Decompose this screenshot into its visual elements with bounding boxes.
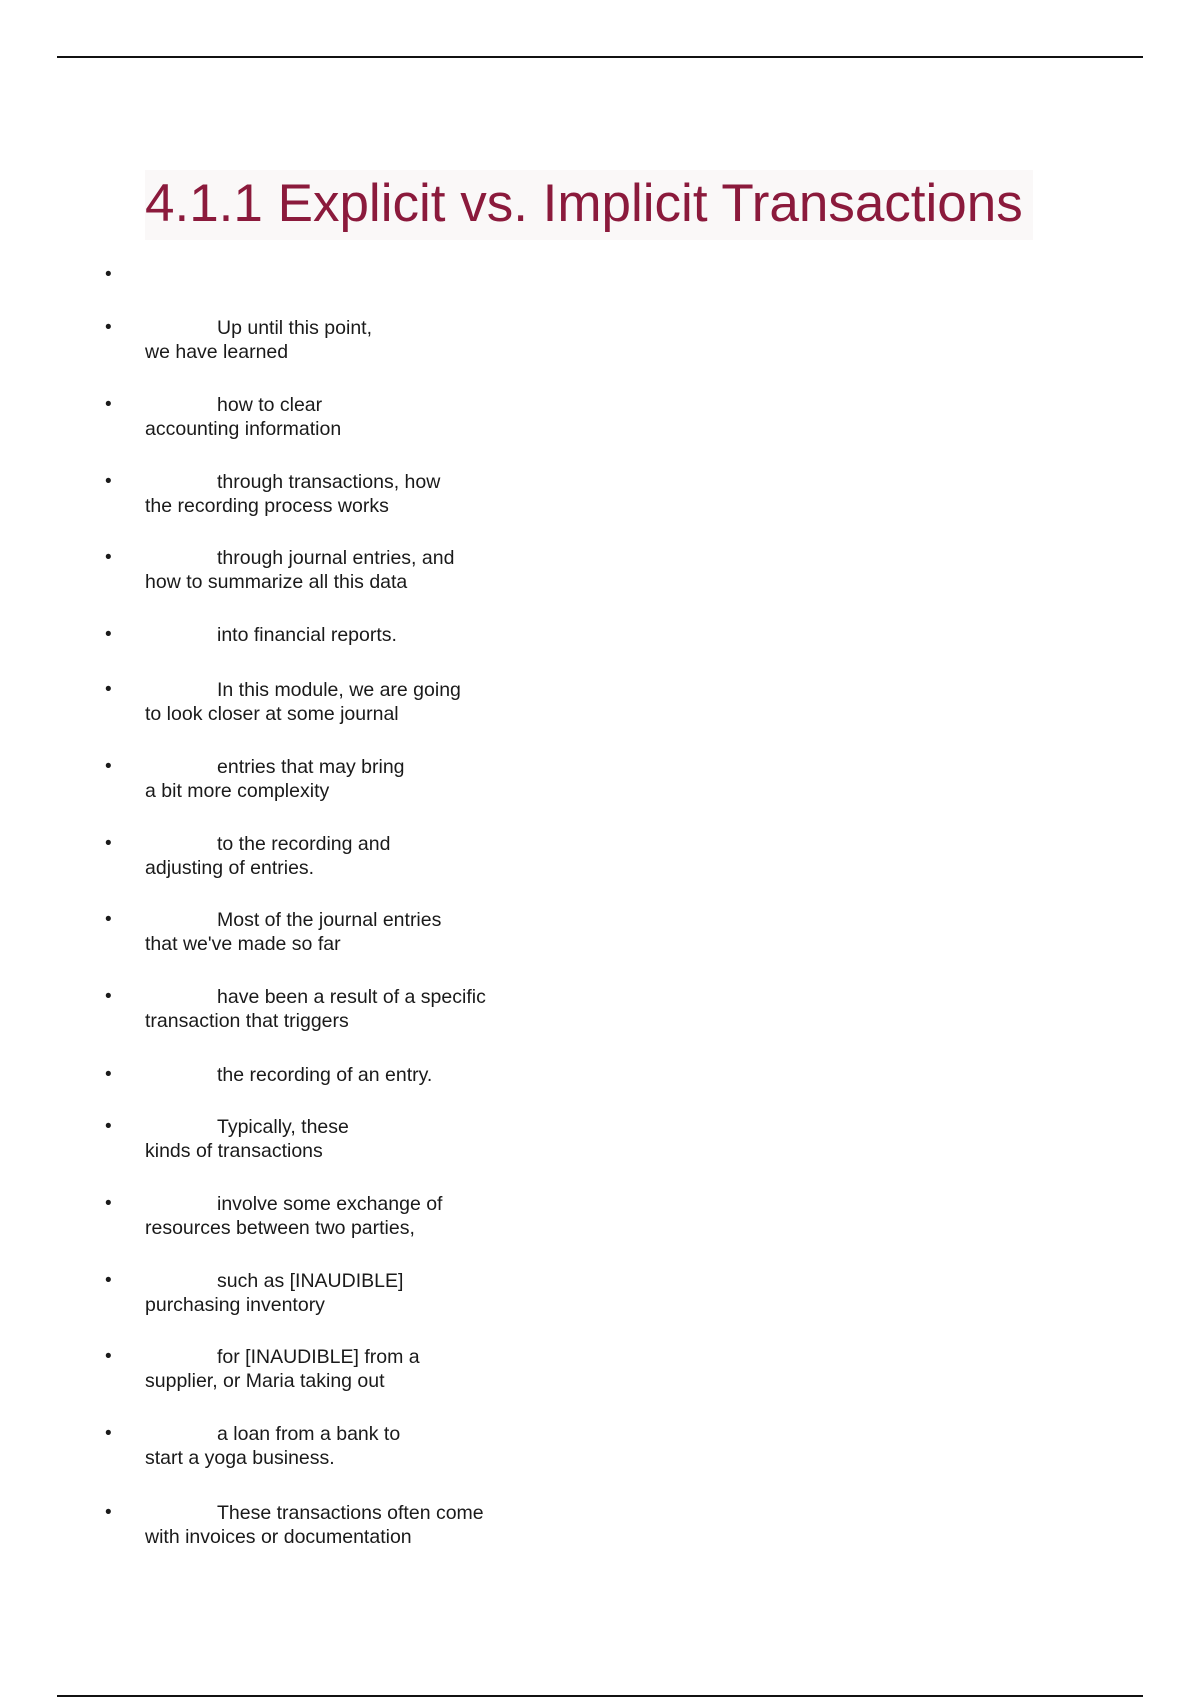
bullet-item [105, 546, 845, 594]
bullet-item [105, 470, 845, 518]
bullet-dot-icon: • [105, 624, 112, 645]
bullet-text: the recording of an entry. [217, 1064, 433, 1086]
footer-rule [57, 1695, 1143, 1697]
bullet-dot-icon: • [105, 1502, 112, 1523]
bullet-item [105, 1501, 845, 1549]
bullet-item [105, 908, 845, 956]
bullet-text: for [INAUDIBLE] from a supplier, or Maria taking out [145, 1346, 420, 1392]
page-title: 4.1.1 Explicit vs. Implicit Transactions [145, 170, 1033, 240]
bullet-text: through journal entries, and how to summarize all this data [145, 547, 455, 593]
bullet-dot-icon: • [105, 1116, 112, 1137]
bullet-item [105, 1063, 845, 1087]
bullet-text: Most of the journal entries that we've made so far [145, 909, 442, 955]
bullet-item [105, 1115, 845, 1163]
bullet-text: These transactions often come with invoices or documentation [145, 1502, 484, 1548]
bullet-item [105, 832, 845, 880]
bullet-item [105, 1422, 845, 1470]
bullet-dot-icon: • [105, 1193, 112, 1214]
bullet-text: how to clear accounting information [145, 394, 342, 440]
bullet-item [105, 678, 845, 726]
bullet-dot-icon: • [105, 679, 112, 700]
bullet-dot-icon: • [105, 1064, 112, 1085]
bullet-dot-icon: • [105, 756, 112, 777]
bullet-dot-icon: • [105, 1346, 112, 1367]
bullet-item [105, 393, 845, 441]
bullet-dot-icon: • [105, 986, 112, 1007]
bullet-text: Up until this point, we have learned [145, 317, 373, 363]
bullet-text: through transactions, how the recording process works [145, 471, 441, 517]
bullet-item [105, 1192, 845, 1240]
bullet-item [105, 623, 845, 647]
bullet-text: have been a result of a specific transaction that triggers [145, 986, 486, 1032]
bullet-text: a loan from a bank to start a yoga business. [145, 1423, 401, 1469]
bullet-item [105, 755, 845, 803]
bullet-text: entries that may bring a bit more complexity [145, 756, 405, 802]
bullet-dot-icon: • [105, 1270, 112, 1291]
bullet-item [105, 1345, 845, 1393]
bullet-dot-icon: • [105, 264, 112, 285]
bullet-dot-icon: • [105, 471, 112, 492]
bullet-text: In this module, we are going to look closer at some journal [145, 679, 461, 725]
bullet-item [105, 316, 845, 364]
bullet-text: Typically, these kinds of transactions [145, 1116, 349, 1162]
bullet-text: involve some exchange of resources between two parties, [145, 1193, 443, 1239]
bullet-text: to the recording and adjusting of entries. [145, 833, 391, 879]
bullet-item [105, 1269, 845, 1317]
bullet-text: such as [INAUDIBLE] purchasing inventory [145, 1270, 404, 1316]
bullet-dot-icon: • [105, 909, 112, 930]
bullet-text: into financial reports. [217, 624, 397, 646]
bullet-dot-icon: • [105, 547, 112, 568]
bullet-dot-icon: • [105, 394, 112, 415]
bullet-dot-icon: • [105, 833, 112, 854]
bullet-item [105, 985, 845, 1033]
bullet-dot-icon: • [105, 317, 112, 338]
bullet-dot-icon: • [105, 1423, 112, 1444]
